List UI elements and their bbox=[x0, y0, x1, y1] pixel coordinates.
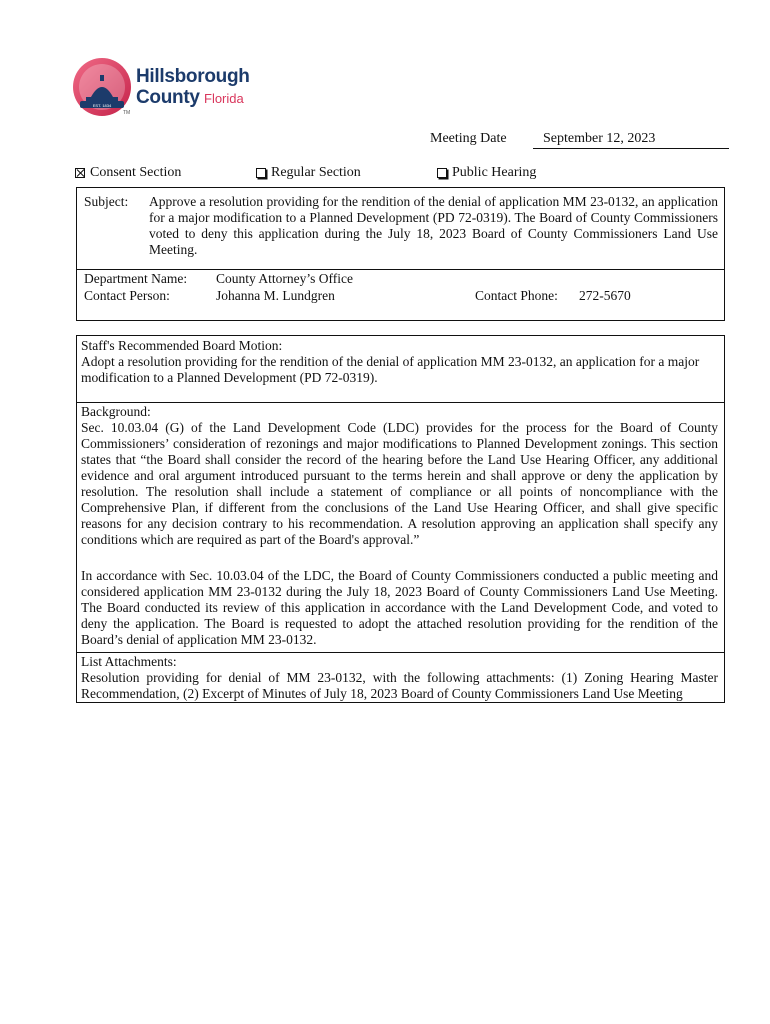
consent-section-option[interactable] bbox=[75, 165, 181, 181]
public-hearing-label: Public Hearing bbox=[452, 165, 537, 180]
logo-text-county: County bbox=[136, 87, 200, 108]
divider bbox=[76, 652, 725, 653]
logo-text-hillsborough: Hillsborough bbox=[136, 66, 250, 87]
background-heading: Background: bbox=[81, 404, 151, 419]
subject-text: Approve a resolution providing for the rendition of the denial of application MM 23-0132, an application for a major modification to a Planned Development (PD 72-0319). The Board of County Commissioners voted to deny this application during the July 18, 2023 Board of County Commissioners Land Use Meeting. bbox=[149, 194, 718, 257]
department-name-label: Department Name: bbox=[84, 271, 188, 286]
logo-text-florida: Florida bbox=[204, 91, 244, 106]
unchecked-checkbox-icon[interactable] bbox=[256, 168, 266, 178]
background-paragraph-2: In accordance with Sec. 10.03.04 of the LDC, the Board of County Commissioners conducted a public meeting and considered application MM 23-0132 during the July 18, 2023 Board of County Commissioners Land Use Meeting. The Board conducted its review of this application in accordance with the Land Development Code, and voted to deny the application. The Board is requested to adopt the attached resolution providing for the rendition of the Board’s denial of application MM 23-0132. bbox=[81, 568, 718, 647]
divider bbox=[76, 402, 725, 403]
motion-text: Adopt a resolution providing for the rendition of the denial of application MM 23-0132, an application for a major modification to a Planned Development (PD 72-0319). bbox=[81, 354, 700, 385]
meeting-date-underline bbox=[533, 148, 729, 149]
regular-section-option[interactable] bbox=[256, 165, 361, 181]
motion-heading: Staff's Recommended Board Motion: bbox=[81, 338, 283, 353]
contact-phone-label: Contact Phone: bbox=[475, 288, 558, 303]
contact-person-label: Contact Person: bbox=[84, 288, 170, 303]
background-paragraph-1: Sec. 10.03.04 (G) of the Land Development Code (LDC) provides for the process for the Board of County Commissioners’ consideration of rezonings and major modifications to Planned Development zonings. This section states that “the Board shall consider the record of the hearing before the Land Use Hearing Officer, any additional evidence and oral argument introduced pursuant to the terms herein and shall approve or deny the application by resolution. The resolution shall include a statement of compliance or all points of noncompliance with the Comprehensive Plan, if different from the conclusions of the Land Use Hearing Officer, and shall give specific reasons for any decision contrary to his recommendation. A resolution approving an application shall specify any conditions which are required as part of the Board's approval.” bbox=[81, 420, 718, 547]
checked-checkbox-icon[interactable] bbox=[75, 168, 85, 178]
meeting-date-label: Meeting Date bbox=[430, 131, 507, 146]
meeting-date-value: September 12, 2023 bbox=[543, 131, 656, 146]
unchecked-checkbox-icon[interactable] bbox=[437, 168, 447, 178]
regular-section-label: Regular Section bbox=[271, 165, 361, 180]
department-name-value: County Attorney’s Office bbox=[216, 271, 353, 286]
contact-person-value: Johanna M. Lundgren bbox=[216, 288, 335, 303]
logo-trademark: TM bbox=[123, 110, 131, 116]
contact-phone-value: 272-5670 bbox=[579, 288, 631, 303]
subject-label: Subject: bbox=[84, 194, 129, 209]
attachments-heading: List Attachments: bbox=[81, 654, 177, 669]
divider bbox=[76, 269, 725, 270]
consent-section-label: Consent Section bbox=[90, 165, 182, 180]
attachments-text: Resolution providing for denial of MM 23-0132, with the following attachments: (1) Zoning Hearing Master Recommendation, (2) Excerpt of Minutes of July 18, 2023 Board of County Commissioners Land Use Meeting bbox=[81, 670, 718, 701]
logo-seal-text: EST. 1834 bbox=[92, 103, 112, 108]
public-hearing-option[interactable] bbox=[437, 165, 536, 181]
